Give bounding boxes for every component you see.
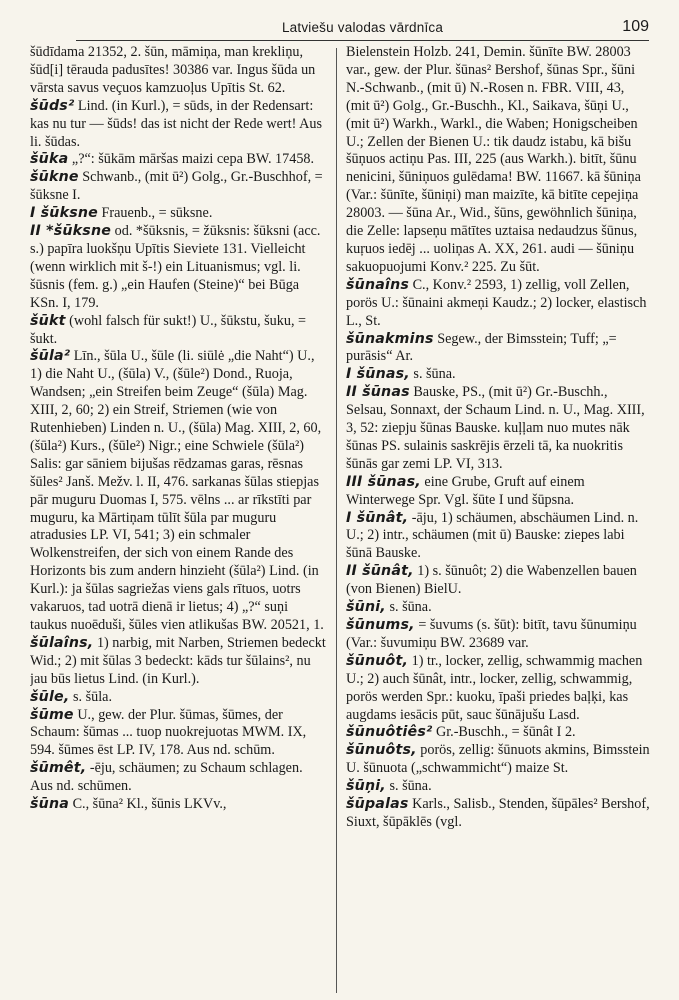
entry-headword: šūnakmins: [346, 330, 434, 347]
dictionary-entry: [346, 796, 651, 832]
entry-text: U., gew. der Plur. šūmas, šūmes, der Schaum: šūmas ... tuop nuokrejuotas MWM. IX, 594. šūmes ēst LP. IV, 178. Aus nd. schūm.: [30, 706, 307, 759]
left-column: [30, 44, 328, 994]
dictionary-entry: [346, 599, 651, 617]
dictionary-entry: [30, 707, 328, 761]
dictionary-entry: [30, 98, 328, 152]
dictionary-entry: [346, 778, 651, 796]
dictionary-entry: [346, 474, 651, 510]
entry-text: s. šūla.: [69, 688, 112, 705]
entry-text: porös, zellig: šūnuots akmins, Bimsstein U. šūnuota („schwammicht“) maize St.: [346, 742, 650, 777]
entry-headword: I šūnât,: [346, 509, 409, 526]
entry-headword: II šūnât,: [346, 563, 414, 580]
entry-headword: šūkne: [30, 169, 79, 186]
entry-text: Bauske, PS., (mit ū²) Gr.-Buschh., Selsau, Sonnaxt, der Schaum Lind. n. U., Mag. XIII, 3, 52: ziepju šūnas Bauske. kuļļam nuo mutes nāk šūnas PS. sulainis saskrējis ērzeli tā, ka nuokritis šūnās gar zemi LP. VI, 313.: [346, 384, 645, 472]
column-divider: [336, 48, 337, 993]
entry-text: s. šūna.: [409, 366, 456, 383]
entry-text: s. šūna.: [385, 778, 432, 795]
dictionary-entry: [30, 348, 328, 635]
entry-text: s. šūna.: [385, 599, 432, 616]
entry-headword: II šūnas: [346, 384, 410, 401]
entry-text: -āju, 1) schäumen, abschäumen Lind. n. U.; 2) intr., schäumen (mit ū) Bauske: ziepes labi šūnā Bauske.: [346, 509, 639, 562]
entry-text: Karls., Salisb., Stenden, šūpāles² Bershof, Siuxt, šūpāklēs (vgl.: [346, 796, 650, 830]
entry-text: od. *šūksnis, = žūksnis: šūksni (acc. s.) papīra luokšņu Upītis Sieviete 131. Vielleicht (wenn wirklich mit š-!) ein Lituanismus; vgl. li. šūsnis (fem. g.) „ein Haufen (Steine)“ bei Būga KSn. I, 179.: [30, 223, 321, 311]
dictionary-entry: [30, 635, 328, 689]
dictionary-entry: [30, 205, 328, 223]
entry-headword: šūmêt,: [30, 760, 87, 777]
dictionary-entry: [346, 277, 651, 331]
entry-headword: I šūksne: [30, 205, 98, 222]
entry-text: Līn., šūla U., šūle (li. siūlė „die Naht“) U., 1) die Naht U., (šūla) V., (šūle²) Dond., Ruoja, Wandsen; „ein Streifen beim Zeuge“ (šūla) Mag. XIII, 2, 60; 2) ein Streif, Striemen (wie von Rutenhieben) Linden n. U., (šūla) Mag. XIII, 2, 60, (šūla²) Kurs., (šūle²) Nigr.; eine Schwiele (šūla²) Salis: gar sāniem bijušas rēdzamas garas, rēsnas šūles² Janš. Mežv. l. II, 476. sarkanas šūlas stiepjas pār muguru Duomas I, 575. vēlns ... ar rīkstīti par muguru, ka Mārtiņam tūlīt šūla par muguru atradusies LP. VI, 541; 3) ein schmaler Wolkenstreifen, der sich von einem Rande des Horizonts bis zum andern hinzieht (šūla²) Lind. (in Kurl.): ja šūlas sagriežas viens gals rītuos, uotrs vakaruos, tad uotrā dienā ir lietus; 4) „?“ suņi taukus nuoēduši, šūles vien atlikušas BW. 20521, 1.: [30, 348, 324, 633]
entry-headword: šūnums,: [346, 617, 415, 633]
entry-text: Lind. (in Kurl.), = sūds, in der Redensart: kas nu tur — šūds! das ist nicht der Rede wert! Aus li. šūdas.: [30, 97, 322, 150]
dictionary-entry: [30, 223, 328, 313]
dictionary-entry: [30, 44, 328, 98]
dictionary-entry: [30, 151, 328, 169]
entry-text: -ēju, schäumen; zu Schaum schlagen. Aus nd. schūmen.: [30, 760, 303, 795]
dictionary-entry: [346, 510, 651, 564]
entry-headword: šūnuôtiês²: [346, 724, 433, 741]
dictionary-entry: [346, 44, 651, 277]
right-column: [346, 44, 651, 994]
entry-text: Segew., der Bimsstein; Tuff; „= purāsis“ Ar.: [346, 330, 617, 365]
entry-text: „?“: šūkām māršas maizi cepa BW. 17458.: [68, 151, 315, 168]
dictionary-entry: [30, 760, 328, 796]
entry-headword: šūlaîns,: [30, 634, 94, 651]
entry-headword: šūni,: [346, 599, 386, 616]
entry-text: Frauenb., = sūksne.: [97, 205, 213, 222]
page-number: 109: [622, 18, 649, 35]
dictionary-entry: [346, 724, 651, 742]
entry-text: 1) narbig, mit Narben, Striemen bedeckt Wid.; 2) mit šūlas 3 bedeckt: kāds tur šūlains², nu jau būs lietus Lind. (in Kurl.).: [30, 634, 326, 687]
page-header: [76, 14, 649, 41]
dictionary-entry: [30, 313, 328, 349]
entry-text: 1) tr., locker, zellig, schwammig machen U.; 2) auch šūnât, intr., locker, zellig, schwammig, porös werden Spr.: kuoku, īpaši priedes baļķi, kas augdams iesācis pūt, sauc šūnājušu Lasd.: [346, 652, 643, 723]
entry-text: Schwanb., (mit ū²) Golg., Gr.-Buschhof, = šūksne I.: [30, 169, 323, 204]
entry-headword: šūpalas: [346, 796, 409, 813]
entry-headword: šūds²: [30, 97, 75, 114]
dictionary-entry: [346, 366, 651, 384]
entry-text: = šuvums (s. šūt): bitīt, tavu šūnumiņu (Var.: šuvumiņu BW. 23689 var.: [346, 617, 637, 651]
entry-headword: šūla²: [30, 348, 71, 365]
entry-headword: šūna: [30, 796, 70, 813]
entry-headword: šūkt: [30, 312, 66, 329]
entry-headword: šūme: [30, 706, 74, 723]
entry-text: C., šūna² Kl., šūnis LKVv.,: [69, 796, 227, 813]
entry-text: eine Grube, Gruft auf einem Winterwege Spr. Vgl. šūte I und šūpsna.: [346, 473, 585, 508]
dictionary-entry: [346, 653, 651, 725]
dictionary-entry: [346, 742, 651, 778]
entry-text: 1) s. šūnuôt; 2) die Wabenzellen bauen (von Bienen) BielU.: [346, 563, 637, 598]
dictionary-entry: [30, 796, 328, 814]
entry-headword: III šūnas,: [346, 473, 421, 490]
entry-headword: šūle,: [30, 688, 70, 705]
entry-headword: šūnaîns: [346, 276, 410, 293]
entry-text: Bielenstein Holzb. 241, Demin. šūnīte BW. 28003 var., gew. der Plur. šūnas² Bershof, šūnas Spr., šūni N.-Schwanb., (mit ū) N.-Rosen n. FBR. VIII, 43, (mit ū²) Golg., Gr.-Buschh., Kl., Saikava, šūņi U., (mit ū²) Warkh., Warkl., die Waben; Honigscheiben U.; Zellen der Bienen U.: tik daudz istabu, kā bišu šūņuos actiņu Pas. III, 225 (aus Warkh.). bitīt, šūnu nenicini, šūniņuos gulēdama! BW. 11667. kā šūniņa (Var.: šūnīte, šūniņi) man maizīte, kā bitīte cepejiņa 28003. — šūna Ar., Wid., šūns, gewöhnlich šūniņa, die Zelle: lapseņu mātītes uztaisa nedaudzus šūnus, kuŗuos iedēj ... uoliņas A. XX, 261. audi — šūniņu sakuopuojumi Konv.² 225. Zu šūt.: [346, 44, 641, 275]
entry-headword: šūņi,: [346, 778, 386, 795]
entry-headword: šūnuôt,: [346, 652, 409, 669]
entry-headword: šūnuôts,: [346, 742, 417, 759]
dictionary-entry: [30, 169, 328, 205]
entry-headword: I šūnas,: [346, 366, 410, 383]
entry-text: C., Konv.² 2593, 1) zellig, voll Zellen, porös U.: šūnaini akmeņi Kaudz.; 2) locker, elastisch L., St.: [346, 276, 647, 329]
entry-text: Gr.-Buschh., = šūnât I 2.: [432, 724, 576, 741]
dictionary-entry: [30, 689, 328, 707]
entry-headword: šūka: [30, 151, 69, 168]
dictionary-entry: [346, 617, 651, 653]
dictionary-entry: [346, 384, 651, 474]
entry-text: (wohl falsch für sukt!) U., šūkstu, šuku, = šukt.: [30, 312, 307, 347]
entry-text: šūdīdama 21352, 2. šūn, māmiņa, man krekliņu, šūd[i] tērauda padusītes! 30386 var. Ingus šūda un vārsta savus veçuos kamzuoļus Upītis St. 62.: [30, 44, 316, 96]
dictionary-entry: [346, 331, 651, 367]
running-title: Latviešu valodas vārdnīca: [281, 20, 444, 35]
entry-headword: II *šūksne: [30, 223, 112, 240]
dictionary-entry: [346, 563, 651, 599]
